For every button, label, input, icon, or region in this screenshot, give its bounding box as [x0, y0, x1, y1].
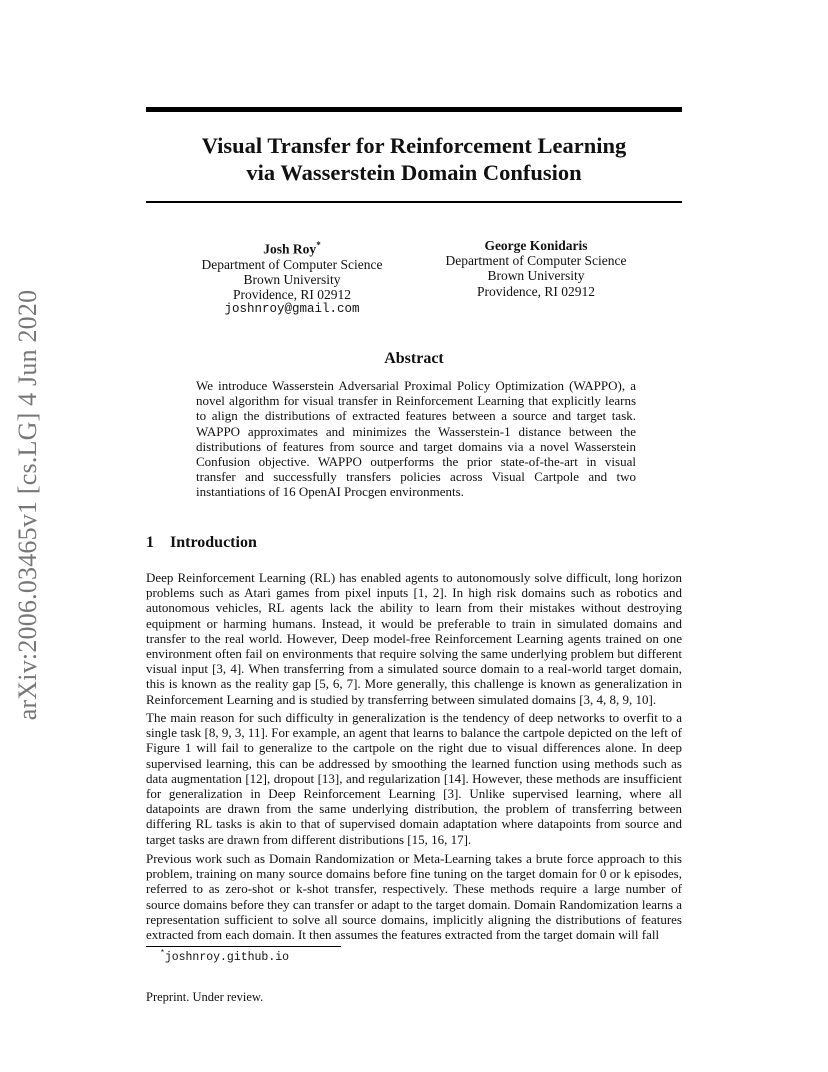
author-name-konidaris: George Konidaris — [484, 238, 588, 253]
author-name-roy — [186, 238, 398, 257]
footnote-text: joshnroy.github.io — [164, 950, 290, 964]
footnote-rule — [146, 946, 341, 947]
author-department-konidaris: Department of Computer Science — [445, 253, 627, 269]
footnote — [160, 949, 289, 964]
title-bottom-rule — [146, 201, 682, 203]
section-heading-introduction — [146, 534, 257, 552]
arxiv-identifier-text: arXiv:2006.03465v1 [cs.LG] 4 Jun 2020 — [13, 289, 42, 721]
author-block-konidaris — [430, 238, 642, 299]
paper-title — [146, 132, 682, 186]
author-location-roy: Providence, RI 02912 — [232, 287, 352, 303]
intro-paragraph-1: Deep Reinforcement Learning (RL) has enabled agents to autonomously solve difficult, long horizon problems such as Atari games from pixel inputs [1, 2]. In high risk domains such as robotics and autonomous vehicles, RL agents lack the ability to learn from their mistakes without destroying equipment or harming humans. Instead, it would be preferable to train in simulated domains and transfer to the real world. However, Deep model-free Reinforcement Learning agents trained on one environment often fail on environments that require solving the same underlying problem but different visual input [3, 4]. When transferring from a simulated source domain to a real-world target domain, this is known as the reality gap [5, 6, 7]. More generally, this challenge is known as generalization in Reinforcement Learning and is studied by transferring between simulated domains [3, 4, 8, 9, 10]. — [146, 570, 682, 707]
author-institution-roy: Brown University — [243, 271, 341, 287]
author-location-konidaris: Providence, RI 02912 — [476, 283, 596, 299]
author-department-roy: Department of Computer Science — [201, 256, 383, 272]
intro-paragraph-2: The main reason for such difficulty in generalization is the tendency of deep networks to overfit to a single task [8, 9, 3, 11]. For example, an agent that learns to balance the cartpole depicted on the left of Figure 1 will fail to generalize to the cartpole on the right due to visual differences alone. In deep supervised learning, this can be addressed by smoothing the learned function using methods such as data augmentation [12], dropout [13], and regularization [14]. However, these methods are insufficient for generalization in Deep Reinforcement Learning [3]. Unlike supervised learning, where all datapoints are drawn from the same underlying distribution, the problem of transferring between differing RL tasks is akin to that of supervised domain adaptation where datapoints from source and target tasks are drawn from different distributions [15, 16, 17]. — [146, 710, 682, 847]
author-footnote-marker: * — [316, 240, 321, 250]
author-email-roy: joshnroy@gmail.com — [224, 302, 360, 317]
author-block-roy — [186, 238, 398, 318]
preprint-note: Preprint. Under review. — [146, 990, 264, 1004]
section-number: 1 — [146, 534, 154, 551]
footnote-marker: * — [160, 949, 165, 958]
author-institution-konidaris: Brown University — [487, 268, 585, 284]
author-name-roy-text: Josh Roy — [263, 241, 317, 257]
abstract-body: We introduce Wasserstein Adversarial Proximal Policy Optimization (WAPPO), a novel algorithm for visual transfer in Reinforcement Learning that explicitly learns to align the distributions of extracted features between a source and target task. WAPPO approximates and minimizes the Wasserstein-1 distance between the distributions of features from source and target domains via a novel Wasserstein Confusion objective. WAPPO outperforms the prior state-of-the-art in visual transfer and successfully transfers policies across Visual Cartpole and two instantiations of 16 OpenAI Procgen environments. — [196, 378, 636, 500]
paper-title-line-1: Visual Transfer for Reinforcement Learning — [201, 133, 627, 158]
arxiv-identifier — [6, 270, 50, 740]
abstract-heading: Abstract — [384, 350, 444, 367]
paper-title-line-2: via Wasserstein Domain Confusion — [246, 160, 582, 185]
section-title: Introduction — [170, 534, 257, 551]
title-top-rule — [146, 107, 682, 112]
intro-paragraph-3: Previous work such as Domain Randomization or Meta-Learning takes a brute force approach to this problem, training on many source domains before fine tuning on the target domain for 0 or k episodes, referred to as zero-shot or k-shot transfer, respectively. These methods require a large number of source domains before they can transfer or adapt to the target domain. Domain Randomization learns a representation sufficient to solve all source domains, implicitly aligning the distributions of features extracted from each domain. It then assumes the features extracted from the target domain will fall — [146, 851, 682, 943]
